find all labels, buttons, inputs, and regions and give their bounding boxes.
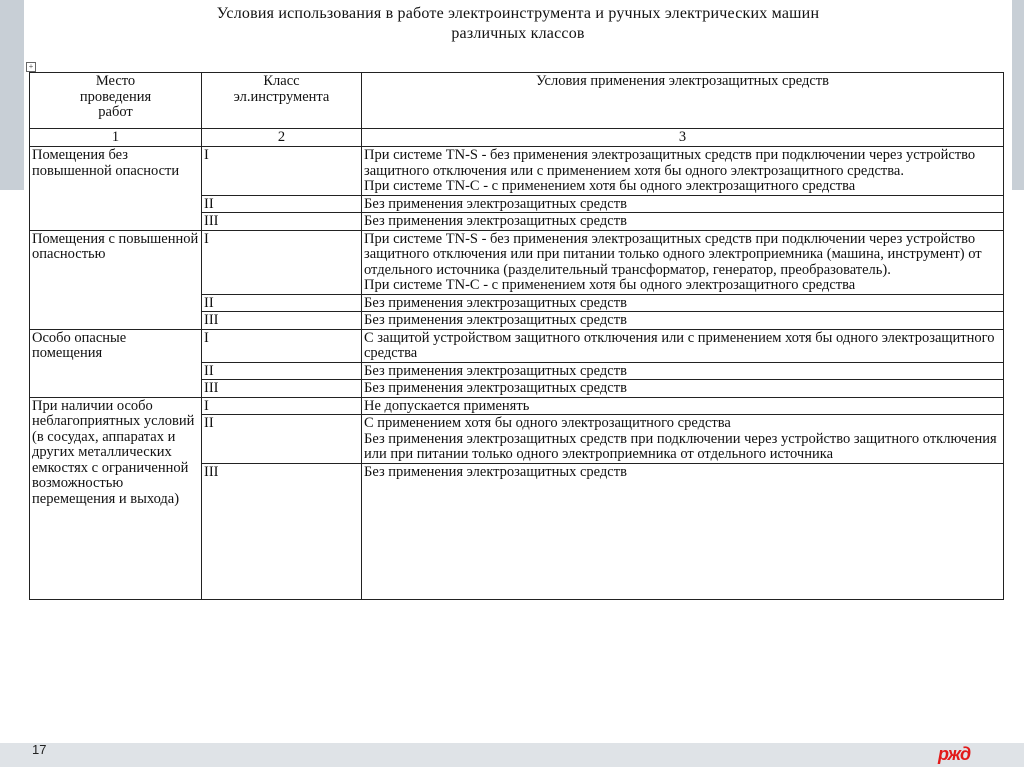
place-cell: При наличии особо неблагоприятных условий (в сосудах, аппаратах и других металлических емкостях с ограниченной возможностью перемещения и выхода) [30,397,202,599]
conditions-cell: Без применения электрозащитных средств [362,213,1004,231]
place-cell: Особо опасные помещения [30,329,202,397]
title-line-1: Условия использования в работе электроинструмента и ручных электрических машин [216,5,820,22]
class-cell: I [202,329,362,362]
class-cell: II [202,415,362,464]
table-move-handle-icon[interactable]: + [26,62,36,72]
class-cell: III [202,463,362,599]
left-background-band [0,0,24,190]
conditions-cell: При системе TN-S - без применения электрозащитных средств при подключении через устройство защитного отключения или при питании только одного электроприемника (машина, инструмент) от отдельного источника (разделительный трансформатор, генератор, преобразователь). При системе TN-C - с применением хотя бы одного электрозащитного средства [362,230,1004,294]
column-number-1: 1 [30,129,202,147]
conditions-cell: Без применения электрозащитных средств [362,312,1004,330]
table-row [30,147,1004,196]
conditions-cell: Без применения электрозащитных средств [362,463,1004,599]
place-cell: Помещения с повышенной опасностью [30,230,202,329]
table-row [30,329,1004,362]
table-row [30,397,1004,415]
conditions-cell: Не допускается применять [362,397,1004,415]
class-cell: I [202,397,362,415]
class-cell: II [202,362,362,380]
class-cell: I [202,147,362,196]
class-cell: II [202,294,362,312]
document-page [24,0,1012,743]
conditions-table [29,72,1004,600]
title-line-2: различных классов [451,25,585,42]
class-cell: III [202,312,362,330]
right-background-band [1012,0,1024,190]
conditions-cell: С применением хотя бы одного электрозащитного средства Без применения электрозащитных средств при подключении через устройство защитного отключения или при питании только одного электроприемника от отдельного источника [362,415,1004,464]
header-place: Место проведения работ [30,73,202,129]
table-row [30,230,1004,294]
class-cell: II [202,195,362,213]
conditions-cell: Без применения электрозащитных средств [362,380,1004,398]
conditions-cell: При системе TN-S - без применения электрозащитных средств при подключении через устройство защитного отключения или с применением хотя бы одного электрозащитного средства. При системе TN-C - с применением хотя бы одного электрозащитного средства [362,147,1004,196]
conditions-cell: Без применения электрозащитных средств [362,195,1004,213]
column-number-2: 2 [202,129,362,147]
class-cell: III [202,213,362,231]
document-title [24,4,1012,44]
conditions-cell: Без применения электрозащитных средств [362,294,1004,312]
bottom-bar [0,743,1024,767]
conditions-cell: С защитой устройством защитного отключения или с применением хотя бы одного электрозащитного средства [362,329,1004,362]
header-class: Класс эл.инструмента [202,73,362,129]
slide-number: 17 [32,742,47,757]
place-cell: Помещения без повышенной опасности [30,147,202,231]
rzd-logo: ржд [938,744,971,764]
class-cell: I [202,230,362,294]
conditions-cell: Без применения электрозащитных средств [362,362,1004,380]
column-number-3: 3 [362,129,1004,147]
class-cell: III [202,380,362,398]
header-conditions: Условия применения электрозащитных средств [362,73,1004,129]
